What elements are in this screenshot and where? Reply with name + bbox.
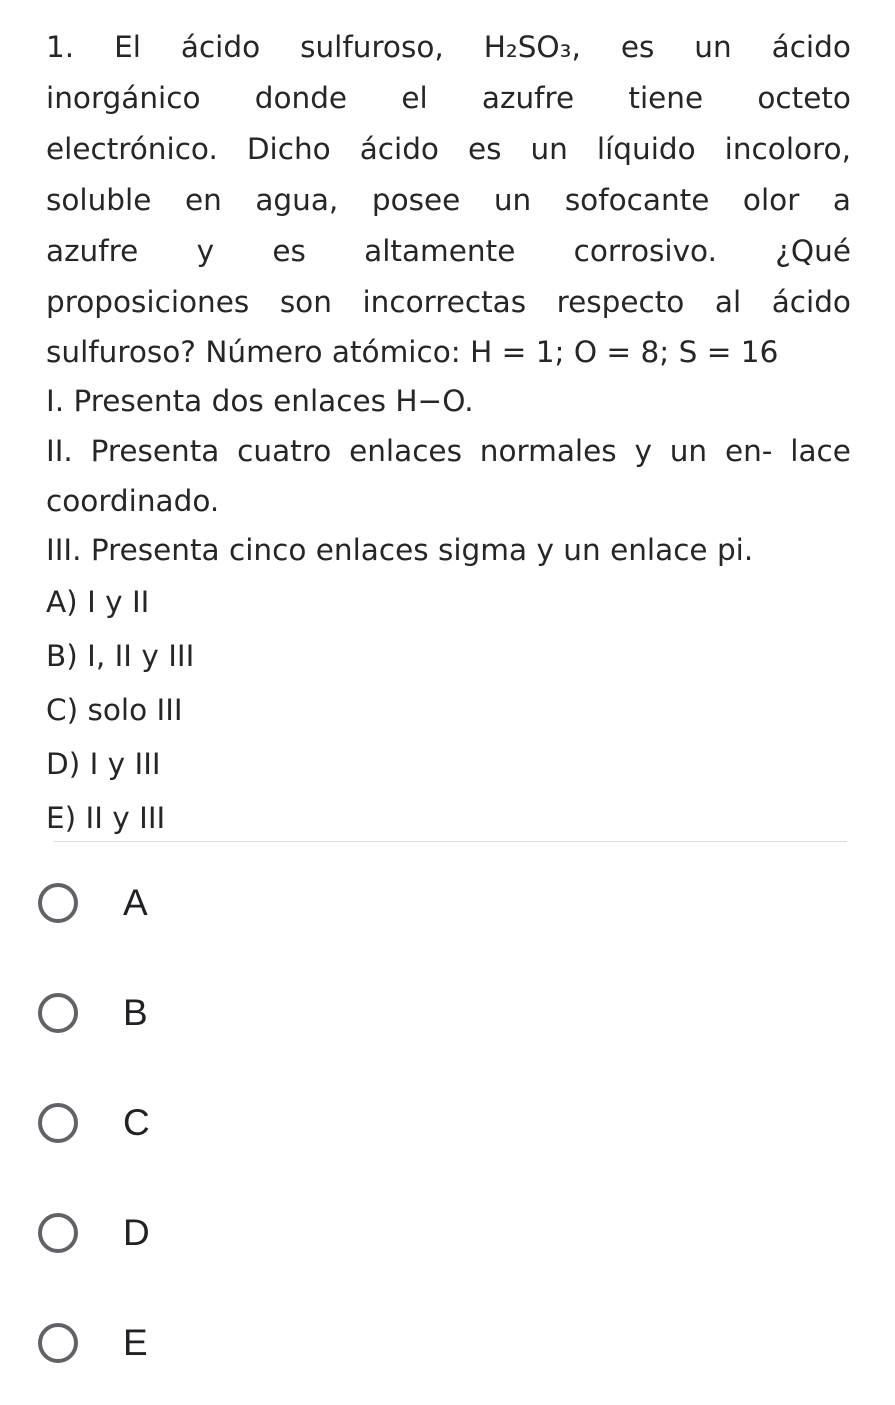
question-line-5 xyxy=(46,226,851,277)
choice-d[interactable] xyxy=(0,1182,895,1292)
question-word: respecto xyxy=(556,285,685,319)
question-word: incoloro, xyxy=(724,132,851,166)
question-word: y xyxy=(196,234,215,268)
question-word: en- xyxy=(724,434,773,468)
question-word: enlaces xyxy=(349,434,462,468)
choice-a[interactable] xyxy=(0,852,895,962)
question-word: es xyxy=(620,30,655,64)
question-word: un xyxy=(530,132,568,166)
question-word: Dicho xyxy=(246,132,331,166)
option-e-text: E) II y III xyxy=(46,801,166,835)
question-word: sofocante xyxy=(564,183,710,217)
chemical-formula: H₂SO₃, xyxy=(483,30,581,64)
choice-label-a[interactable]: A xyxy=(123,882,148,923)
question-word: 1. xyxy=(46,30,75,64)
question-word: posee xyxy=(371,183,461,217)
question-word: un xyxy=(694,30,732,64)
choice-label-c[interactable]: C xyxy=(123,1102,150,1143)
radio-button-c[interactable] xyxy=(38,1103,78,1143)
question-word: lace xyxy=(790,434,851,468)
proposition-2-line-2: coordinado. xyxy=(46,484,220,518)
question-word: Presenta xyxy=(90,434,220,468)
choice-label-b[interactable]: B xyxy=(123,992,148,1033)
question-word: un xyxy=(669,434,708,468)
question-word: ácido xyxy=(771,30,851,64)
question-word: electrónico. xyxy=(46,132,218,166)
question-word: en xyxy=(184,183,222,217)
question-word: normales xyxy=(479,434,617,468)
question-word: y xyxy=(634,434,652,468)
question-word: El xyxy=(114,30,141,64)
question-word: cuatro xyxy=(237,434,332,468)
question-word: inorgánico xyxy=(46,81,201,115)
question-word: ácido xyxy=(771,285,851,319)
proposition-1: I. Presenta dos enlaces H−O. xyxy=(46,384,474,418)
question-word: es xyxy=(272,234,306,268)
question-word: ¿Qué xyxy=(775,234,851,268)
question-word: un xyxy=(493,183,532,217)
question-word: es xyxy=(467,132,502,166)
question-word: el xyxy=(401,81,428,115)
atomic-numbers-line: sulfuroso? Número atómico: H = 1; O = 8; S = 16 xyxy=(46,335,779,369)
question-word: agua, xyxy=(255,183,339,217)
choice-b[interactable] xyxy=(0,962,895,1072)
question-line-1 xyxy=(46,22,851,73)
question-line-2 xyxy=(46,73,851,124)
question-word: incorrectas xyxy=(362,285,527,319)
question-word: altamente xyxy=(364,234,516,268)
question-line-6 xyxy=(46,277,851,328)
question-word: corrosivo. xyxy=(573,234,717,268)
question-image xyxy=(46,22,851,845)
question-word: soluble xyxy=(46,183,152,217)
option-a-text: A) I y II xyxy=(46,585,150,619)
choice-label-e[interactable]: E xyxy=(123,1322,148,1363)
question-line-4 xyxy=(46,175,851,226)
question-word: olor xyxy=(742,183,800,217)
question-word: son xyxy=(279,285,332,319)
question-word: proposiciones xyxy=(46,285,250,319)
radio-button-b[interactable] xyxy=(38,993,78,1033)
question-word: tiene xyxy=(628,81,704,115)
question-word: azufre xyxy=(46,234,139,268)
question-word: ácido xyxy=(180,30,261,64)
question-word: II. xyxy=(46,434,73,468)
divider xyxy=(54,841,847,842)
radio-button-e[interactable] xyxy=(38,1323,78,1363)
choice-e[interactable] xyxy=(0,1292,895,1402)
question-word: a xyxy=(832,183,851,217)
choice-c[interactable] xyxy=(0,1072,895,1182)
choice-label-d[interactable]: D xyxy=(123,1212,150,1253)
question-word: líquido xyxy=(596,132,696,166)
question-word: al xyxy=(714,285,742,319)
option-b-text: B) I, II y III xyxy=(46,639,195,673)
option-c-text: C) solo III xyxy=(46,693,183,727)
question-word: donde xyxy=(254,81,348,115)
option-d-text: D) I y III xyxy=(46,747,161,781)
radio-button-a[interactable] xyxy=(38,883,78,923)
radio-button-d[interactable] xyxy=(38,1213,78,1253)
question-word: azufre xyxy=(481,81,575,115)
proposition-3: III. Presenta cinco enlaces sigma y un enlace pi. xyxy=(46,533,754,567)
question-word: ácido xyxy=(359,132,439,166)
answer-choices xyxy=(0,852,895,1402)
question-word: sulfuroso, xyxy=(300,30,444,64)
question-word: octeto xyxy=(757,81,851,115)
question-line-3 xyxy=(46,124,851,175)
proposition-2-line-1 xyxy=(46,426,851,477)
